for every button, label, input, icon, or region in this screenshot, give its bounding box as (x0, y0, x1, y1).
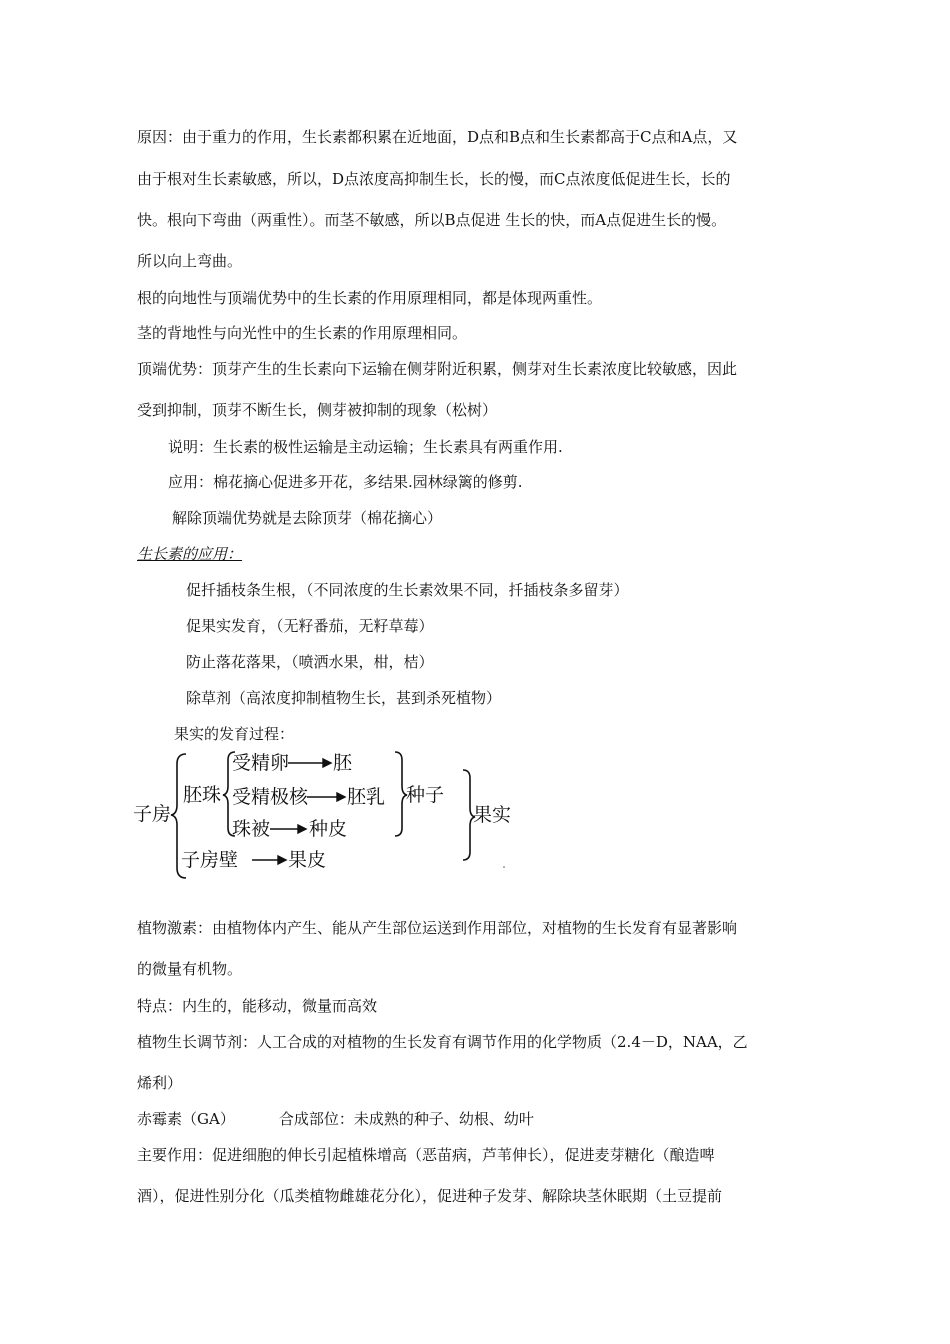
synthesis-site: 合成部位：未成熟的种子、幼根、幼叶 (278, 1110, 534, 1128)
paragraph-line: 主要作用：促进细胞的伸长引起植株增高（恶苗病，芦苇伸长），促进麦芽糖化（酿造啤 (137, 1146, 715, 1164)
embryo-label: 胚 (333, 752, 353, 774)
paragraph-line: 所以向上弯曲。 (137, 252, 243, 270)
paragraph-line: 受到抑制，顶芽不断生长，侧芽被抑制的现象（松树） (137, 401, 498, 419)
dot-mark (503, 866, 505, 868)
gibberellin-line (137, 1109, 534, 1129)
remove-apical-line: 解除顶端优势就是去除顶芽（棉花摘心） (172, 509, 443, 527)
paragraph-line: 植物生长调节剂：人工合成的对植物的生长发育有调节作用的化学物质（2.4－D，NAA，乙 (137, 1033, 748, 1051)
section-heading: 生长素的应用： (137, 545, 243, 563)
fertilized-egg-label: 受精卵 (232, 752, 290, 774)
arrowhead-icon (337, 793, 345, 801)
pericarp-label: 果皮 (288, 849, 327, 871)
application-item: 促果实发育，（无籽番茄，无籽草莓） (186, 617, 434, 635)
ovary-label: 子房 (133, 803, 172, 825)
application-item: 除草剂（高浓度抑制植物生长，甚到杀死植物） (186, 689, 502, 707)
paragraph-line: 根的向地性与顶端优势中的生长素的作用原理相同，都是体现两重性。 (137, 289, 603, 307)
ovule-label: 胚珠 (183, 784, 222, 806)
diagram-title: 果实的发育过程： (174, 725, 295, 743)
ovary-wall-label: 子房壁 (181, 849, 239, 871)
application-item: 防止落花落果，（喷洒水果，柑，桔） (186, 653, 434, 671)
arrowhead-icon (323, 759, 331, 767)
paragraph-line: 原因：由于重力的作用，生长素都积累在近地面，D点和B点和生长素都高于C点和A点，又 (137, 128, 738, 146)
seed-label: 种子 (406, 784, 445, 806)
seed-coat-label: 种皮 (309, 818, 348, 840)
paragraph-line: 茎的背地性与向光性中的生长素的作用原理相同。 (137, 324, 468, 342)
arrowhead-icon (278, 856, 286, 864)
paragraph-line: 的微量有机物。 (137, 960, 243, 978)
paragraph-line: 烯利） (137, 1074, 183, 1092)
paragraph-line: 酒），促进性别分化（瓜类植物雌雄花分化），促进种子发芽、解除块茎休眠期（土豆提前 (137, 1187, 723, 1205)
arrowhead-icon (298, 825, 306, 833)
endosperm-label: 胚乳 (347, 786, 386, 808)
polar-nuclei-label: 受精极核 (232, 786, 309, 808)
paragraph-line: 顶端优势：顶芽产生的生长素向下运输在侧芽附近积累，侧芽对生长素浓度比较敏感，因此 (137, 360, 738, 378)
integument-label: 珠被 (232, 818, 271, 840)
note-line: 说明：生长素的极性运输是主动运输；生长素具有两重作用. (168, 438, 563, 456)
gibberellin-name: 赤霉素（GA） (137, 1110, 235, 1128)
paragraph-line: 特点：内生的，能移动，微量而高效 (137, 997, 378, 1015)
paragraph-line: 由于根对生长素敏感，所以，D点浓度高抑制生长，长的慢，而C点浓度低促进生长，长的 (137, 170, 731, 188)
paragraph-line: 快。根向下弯曲（两重性）。而茎不敏感，所以B点促进 生长的快，而A点促进生长的慢。 (137, 211, 727, 229)
fruit-development-diagram (130, 750, 530, 885)
paragraph-line: 植物激素：由植物体内产生、能从产生部位运送到作用部位，对植物的生长发育有显著影响 (137, 919, 738, 937)
application-line: 应用：棉花摘心促进多开花，多结果.园林绿篱的修剪. (168, 473, 523, 491)
fruit-label: 果实 (473, 804, 512, 826)
application-item: 促扦插枝条生根，（不同浓度的生长素效果不同，扦插枝条多留芽） (186, 581, 629, 599)
